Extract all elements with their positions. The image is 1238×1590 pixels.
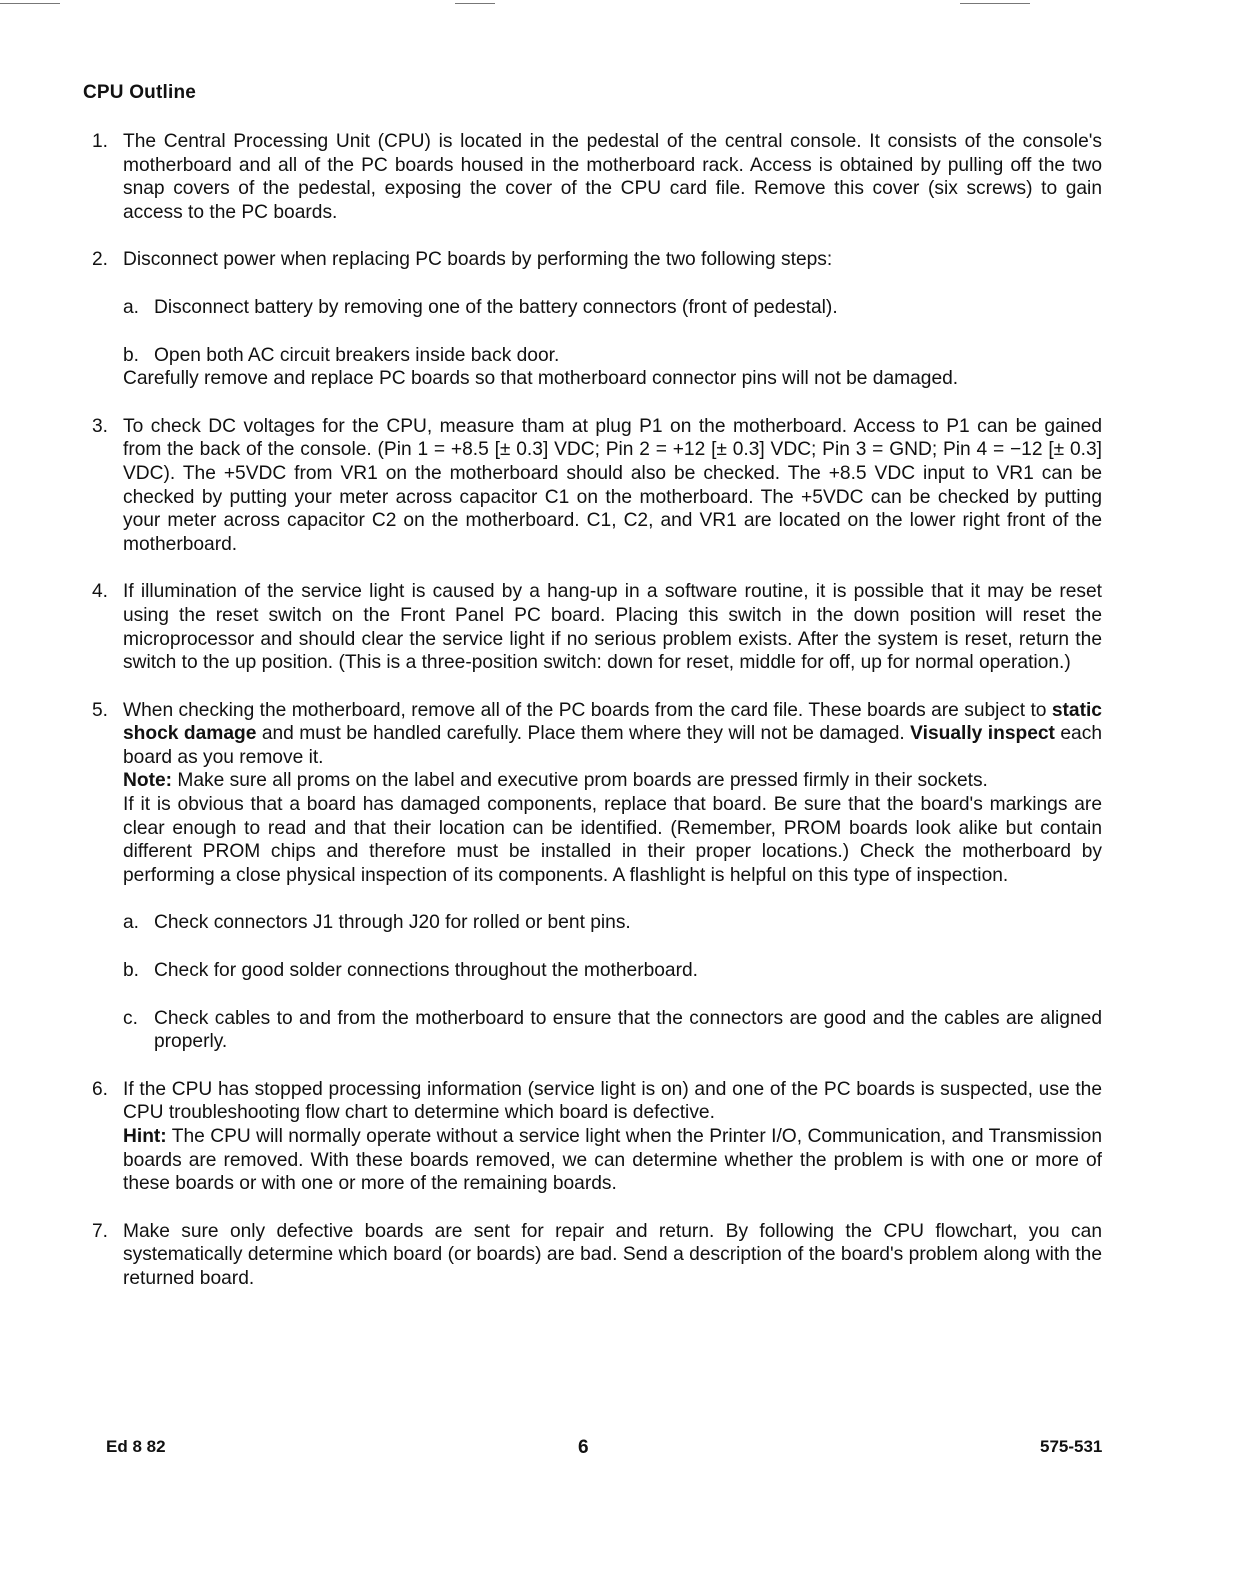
item-number: 2. xyxy=(92,249,109,271)
scan-artifact xyxy=(0,3,60,4)
list-item-6 xyxy=(92,1078,1102,1196)
scan-artifact xyxy=(455,3,495,4)
subitem-letter: b. xyxy=(123,344,140,366)
subitem-text: Open both AC circuit breakers inside back door. xyxy=(154,344,560,366)
subitem-letter: a. xyxy=(123,296,140,318)
text-run: each board as you remove it. xyxy=(123,723,1102,768)
list-item-1 xyxy=(92,130,1102,224)
page-title: CPU Outline xyxy=(83,82,197,103)
text-run: and must be handled carefully. Place them where they will not be damaged. xyxy=(261,723,905,745)
footer-page-number: 6 xyxy=(578,1437,589,1458)
emphasis-visually-inspect: Visually inspect xyxy=(910,723,1055,745)
footer-edition: Ed 8 82 xyxy=(106,1437,166,1456)
hint-text: The CPU will normally operate without a service light when the Printer I/O, Communication, and Transmission boards are removed. With these boards removed, we can determine whether the problem is with one or more of these boards or with one or more of the remaining boards. xyxy=(123,1126,1102,1195)
item-text: The Central Processing Unit (CPU) is located in the pedestal of the central console. It consists of the console's motherboard and all of the PC boards housed in the motherboard rack. Access is obtained by pulling off the two snap covers of the pedestal, exposing the cover of the CPU card file. Remove this cover (six screws) to gain access to the PC boards. xyxy=(123,131,1102,223)
list-item-4 xyxy=(92,580,1102,674)
item-number: 1. xyxy=(92,131,109,152)
list-item-3 xyxy=(92,415,1102,557)
item-number: 7. xyxy=(92,1220,109,1242)
subitem-text: Check connectors J1 through J20 for rolled or bent pins. xyxy=(154,912,631,934)
subitem-2b xyxy=(123,344,1102,368)
subitem-5a xyxy=(123,911,1102,935)
note-label: Note: xyxy=(123,770,173,792)
item-number: 4. xyxy=(92,581,109,603)
subitem-text: Check cables to and from the motherboard to ensure that the connectors are good and the cables are aligned properly. xyxy=(154,1007,1102,1053)
text-run: When checking the motherboard, remove all of the PC boards from the card file. These boards are subject to xyxy=(123,699,1047,721)
item-number: 5. xyxy=(92,699,109,721)
item-number: 6. xyxy=(92,1078,109,1100)
hint-paragraph xyxy=(123,1125,1102,1196)
subitem-text: Disconnect battery by removing one of the battery connectors (front of pedestal). xyxy=(154,296,838,318)
item-text: If illumination of the service light is caused by a hang-up in a software routine, it is possible that it may be reset using the reset switch on the Front Panel PC board. Placing this switch in the down position will reset the microprocessor and should clear the service light if no serious problem exists. After the system is reset, return the switch to the up position. (This is a three-position switch: down for reset, middle for off, up for normal operation.) xyxy=(123,581,1102,674)
subitem-2a xyxy=(123,296,1102,320)
note-text: Make sure all proms on the label and executive prom boards are pressed firmly in their sockets. xyxy=(177,770,988,792)
subitem-letter: a. xyxy=(123,912,140,934)
subitem-letter: b. xyxy=(123,960,140,982)
item-text: If the CPU has stopped processing information (service light is on) and one of the PC boards is suspected, use the CPU troubleshooting flow chart to determine which board is defective. xyxy=(123,1078,1102,1124)
emphasis-static-shock: static shock damage xyxy=(123,699,1102,745)
document-body xyxy=(92,130,1102,1315)
list-item-5 xyxy=(92,699,1102,1054)
footer-doc-number: 575-531 xyxy=(1040,1437,1103,1456)
item-text: Disconnect power when replacing PC boards by performing the two following steps: xyxy=(123,249,833,271)
subitem-text: Check for good solder connections throughout the motherboard. xyxy=(154,960,698,982)
inspection-paragraph: If it is obvious that a board has damaged components, replace that board. Be sure that the board's markings are clear enough to read and that their location can be identified. (Remember, PROM boards look alike but contain different PROM chips and therefore must be installed in their proper locations.) Check the motherboard by performing a close physical inspection of its components. A flashlight is helpful on this type of inspection. xyxy=(123,794,1102,886)
item-text: Make sure only defective boards are sent for repair and return. By following the CPU flowchart, you can systematically determine which board (or boards) are bad. Send a description of the board's problem along with the returned board. xyxy=(123,1220,1102,1289)
subitem-letter: c. xyxy=(123,1007,138,1029)
list-item-2 xyxy=(92,248,1102,390)
item-text: To check DC voltages for the CPU, measure tham at plug P1 on the motherboard. Access to P1 can be gained from the back of the console. (Pin 1 = +8.5 [± 0.3] VDC; Pin 2 = +12 [± 0.3] VDC; Pin 3 = GND; Pin 4 = −12 [± 0.3] VDC). The +5VDC from VR1 on the motherboard should also be checked. The +8.5 VDC input to VR1 can be checked by putting your meter across capacitor C1 on the motherboard. The +5VDC can be checked by putting your meter across capacitor C2 on the motherboard. C1, C2, and VR1 are located on the lower right front of the motherboard. xyxy=(123,415,1102,555)
list-item-7 xyxy=(92,1220,1102,1291)
note-paragraph xyxy=(123,769,1102,793)
subitem-5b xyxy=(123,959,1102,983)
scan-artifact xyxy=(960,3,1030,4)
hint-label: Hint: xyxy=(123,1126,167,1147)
subitem-5c xyxy=(123,1007,1102,1054)
item-number: 3. xyxy=(92,415,109,437)
item-text xyxy=(123,699,1102,770)
item-followup-text: Carefully remove and replace PC boards so that motherboard connector pins will not be damaged. xyxy=(123,368,959,390)
